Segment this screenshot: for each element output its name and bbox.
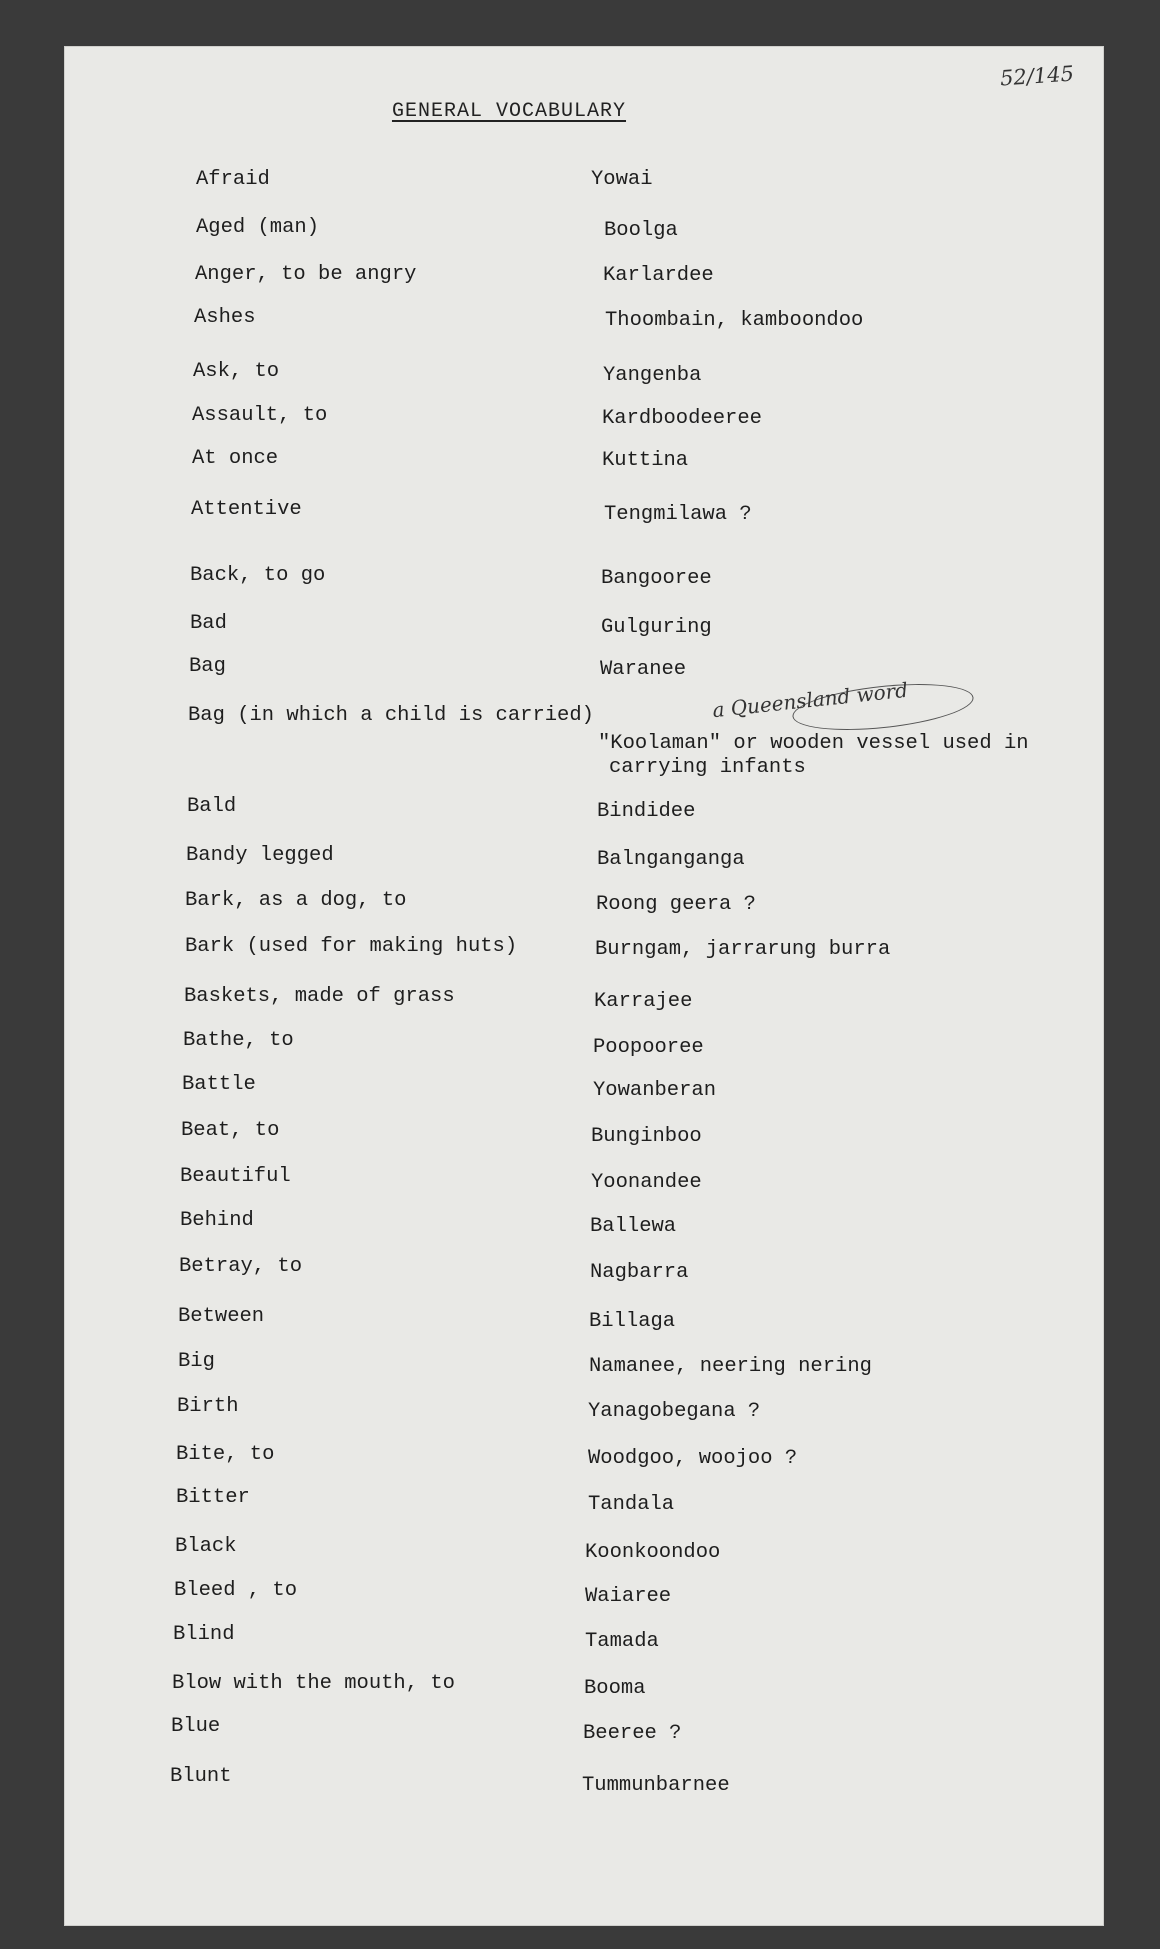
english-term: Battle: [182, 1073, 256, 1096]
english-term: Big: [178, 1350, 215, 1373]
english-term: Blunt: [170, 1765, 232, 1788]
handwritten-annotation: a Queensland word: [711, 677, 909, 723]
english-term: Bag: [189, 655, 226, 678]
aboriginal-term: Yowai: [591, 168, 653, 191]
english-term: Beat, to: [181, 1119, 280, 1142]
aboriginal-term: Boolga: [604, 219, 678, 242]
aboriginal-term: Tandala: [588, 1493, 675, 1516]
aboriginal-term: Nagbarra: [590, 1261, 689, 1284]
page-title: GENERAL VOCABULARY: [391, 100, 627, 123]
aboriginal-term: Yowanberan: [593, 1079, 717, 1102]
english-term: Anger, to be angry: [195, 263, 417, 286]
aboriginal-term-continued: carrying infants: [609, 756, 806, 779]
aboriginal-term: Yanagobegana ?: [588, 1400, 761, 1423]
english-term: Bite, to: [176, 1443, 275, 1466]
aboriginal-term: Koonkoondoo: [585, 1541, 721, 1564]
aboriginal-term: Waranee: [600, 658, 687, 681]
aboriginal-term: "Koolaman" or wooden vessel used in: [598, 732, 1029, 755]
aboriginal-term: Waiaree: [585, 1585, 672, 1608]
aboriginal-term: Bindidee: [597, 800, 696, 823]
english-term: Blind: [173, 1623, 235, 1646]
english-term: Bleed , to: [174, 1579, 298, 1602]
aboriginal-term: Bunginboo: [591, 1125, 702, 1148]
aboriginal-term: Tengmilawa ?: [604, 503, 752, 526]
english-term: Between: [178, 1305, 265, 1328]
aboriginal-term: Tamada: [585, 1630, 659, 1653]
english-term: Baskets, made of grass: [184, 985, 455, 1008]
aboriginal-term: Yangenba: [603, 364, 702, 387]
aboriginal-term: Kardboodeeree: [602, 407, 762, 430]
aboriginal-term: Roong geera ?: [596, 893, 756, 916]
english-term: Ashes: [194, 306, 256, 329]
document-page: [64, 46, 1104, 1926]
english-term: At once: [192, 447, 279, 470]
english-term: Bitter: [176, 1486, 250, 1509]
page-number: 52/145: [999, 61, 1075, 91]
aboriginal-term: Burngam, jarrarung burra: [595, 938, 891, 961]
english-term: Black: [175, 1535, 237, 1558]
aboriginal-term: Bangooree: [601, 567, 712, 590]
english-term: Bad: [190, 612, 227, 635]
english-term: Blow with the mouth, to: [172, 1672, 455, 1695]
english-term: Bark, as a dog, to: [185, 889, 407, 912]
english-term: Attentive: [191, 498, 302, 521]
aboriginal-term: Namanee, neering nering: [589, 1355, 872, 1378]
english-term: Aged (man): [196, 216, 320, 239]
aboriginal-term: Tummunbarnee: [582, 1774, 730, 1797]
aboriginal-term: Woodgoo, woojoo ?: [588, 1447, 798, 1470]
english-term: Bandy legged: [186, 844, 334, 867]
aboriginal-term: Balnganganga: [597, 848, 745, 871]
aboriginal-term: Kuttina: [602, 449, 689, 472]
english-term: Beautiful: [180, 1165, 291, 1188]
aboriginal-term: Thoombain, kamboondoo: [605, 309, 864, 332]
aboriginal-term: Yoonandee: [591, 1171, 702, 1194]
english-term: Afraid: [196, 168, 270, 191]
english-term: Birth: [177, 1395, 239, 1418]
english-term: Ask, to: [193, 360, 280, 383]
english-term: Betray, to: [179, 1255, 303, 1278]
english-term: Behind: [180, 1209, 254, 1232]
aboriginal-term: Gulguring: [601, 616, 712, 639]
english-term: Assault, to: [192, 404, 328, 427]
aboriginal-term: Booma: [584, 1677, 646, 1700]
aboriginal-term: Karlardee: [603, 264, 714, 287]
aboriginal-term: Beeree ?: [583, 1722, 682, 1745]
aboriginal-term: Karrajee: [594, 990, 693, 1013]
english-term: Back, to go: [190, 564, 326, 587]
english-term: Bag (in which a child is carried): [188, 704, 594, 727]
aboriginal-term: Poopooree: [593, 1036, 704, 1059]
aboriginal-term: Ballewa: [590, 1215, 677, 1238]
aboriginal-term: Billaga: [589, 1310, 676, 1333]
english-term: Bald: [187, 795, 237, 818]
english-term: Bark (used for making huts): [185, 935, 518, 958]
english-term: Blue: [171, 1715, 221, 1738]
english-term: Bathe, to: [183, 1029, 294, 1052]
